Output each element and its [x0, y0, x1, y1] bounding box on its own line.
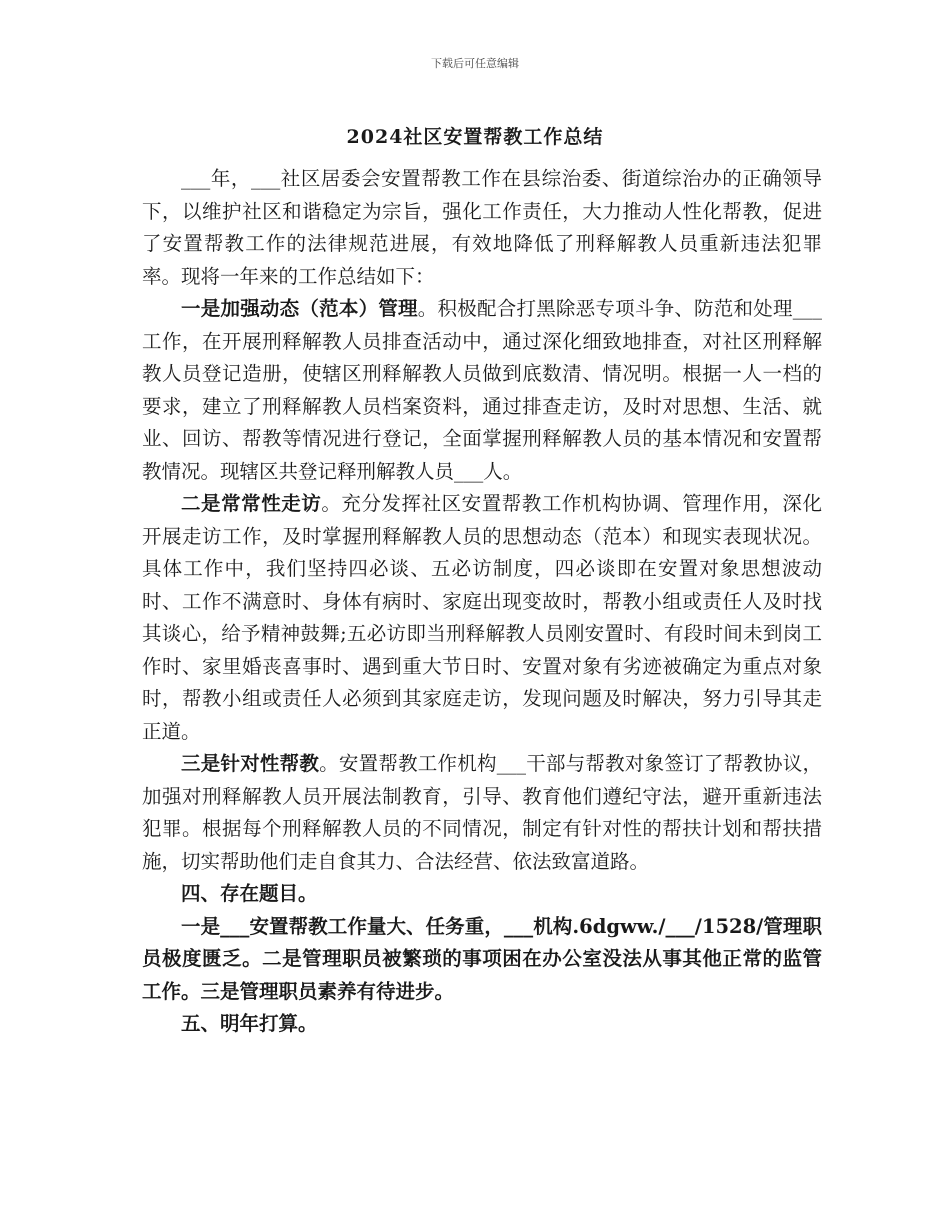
section-3-paragraph — [142, 748, 822, 878]
section-1-text: 。积极配合打黑除恶专项斗争、防范和处理___工作，在开展刑释解教人员排查活动中，通过深化细致地排查，对社区刑释解教人员登记造册，使辖区刑释解教人员做到底数清、情况明。根据一人一档的要求，建立了刑释解教人员档案资料，通过排查走访，及时对思想、生活、就业、回访、帮教等情况进行登记，全面掌握刑释解教人员的基本情况和安置帮教情况。现辖区共登记释刑解教人员___人。 — [142, 297, 822, 483]
section-1-lead: 一是加强动态（范本）管理 — [181, 297, 418, 320]
section-3-lead: 三是针对性帮教 — [181, 752, 320, 775]
intro-paragraph: ___年，___社区居委会安置帮教工作在县综治委、街道综治办的正确领导下，以维护社区和谐稳定为宗旨，强化工作责任，大力推动人性化帮教，促进了安置帮教工作的法律规范进展，有效地降低了刑释解教人员重新违法犯罪率。现将一年来的工作总结如下： — [142, 167, 822, 288]
section-2-text: 。充分发挥社区安置帮教工作机构协调、管理作用，深化开展走访工作，及时掌握刑释解教人员的思想动态（范本）和现实表现状况。具体工作中，我们坚持四必谈、五必访制度，四必谈即在安置对象思想波动时、工作不满意时、身体有病时、家庭出现变故时，帮教小组或责任人及时找其谈心，给予精神鼓舞;五必访即当刑释解教人员刚安置时、有段时间未到岗工作时、家里婚丧喜事时、遇到重大节日时、安置对象有劣迹被确定为重点对象时，帮教小组或责任人必须到其家庭走访，发现问题及时解决，努力引导其走正道。 — [142, 492, 822, 743]
section-3-text: 。安置帮教工作机构___干部与帮教对象签订了帮教协议，加强对刑释解教人员开展法制教育，引导、教育他们遵纪守法，避开重新违法犯罪。根据每个刑释解教人员的不同情况，制定有针对性的帮扶计划和帮扶措施，切实帮助他们走自食其力、合法经营、依法致富道路。 — [142, 752, 822, 873]
document-body — [142, 163, 822, 1041]
section-1-paragraph — [142, 293, 822, 488]
section-2-paragraph — [142, 488, 822, 748]
page-header-note: 下载后可任意编辑 — [431, 57, 519, 70]
heading-4: 四、存在题目。 — [181, 882, 318, 905]
document-title: 2024社区安置帮教工作总结 — [346, 126, 604, 148]
heading-5: 五、明年打算。 — [181, 1012, 318, 1035]
section-2-lead: 二是常常性走访 — [181, 492, 322, 515]
problems-paragraph: 一是___安置帮教工作量大、任务重，___机构.6dgww./___/1528/管理职员极度匮乏。二是管理职员被繁琐的事项困在办公室没法从事其他正常的监管工作。三是管理职员素养有待进步。 — [142, 914, 822, 1003]
